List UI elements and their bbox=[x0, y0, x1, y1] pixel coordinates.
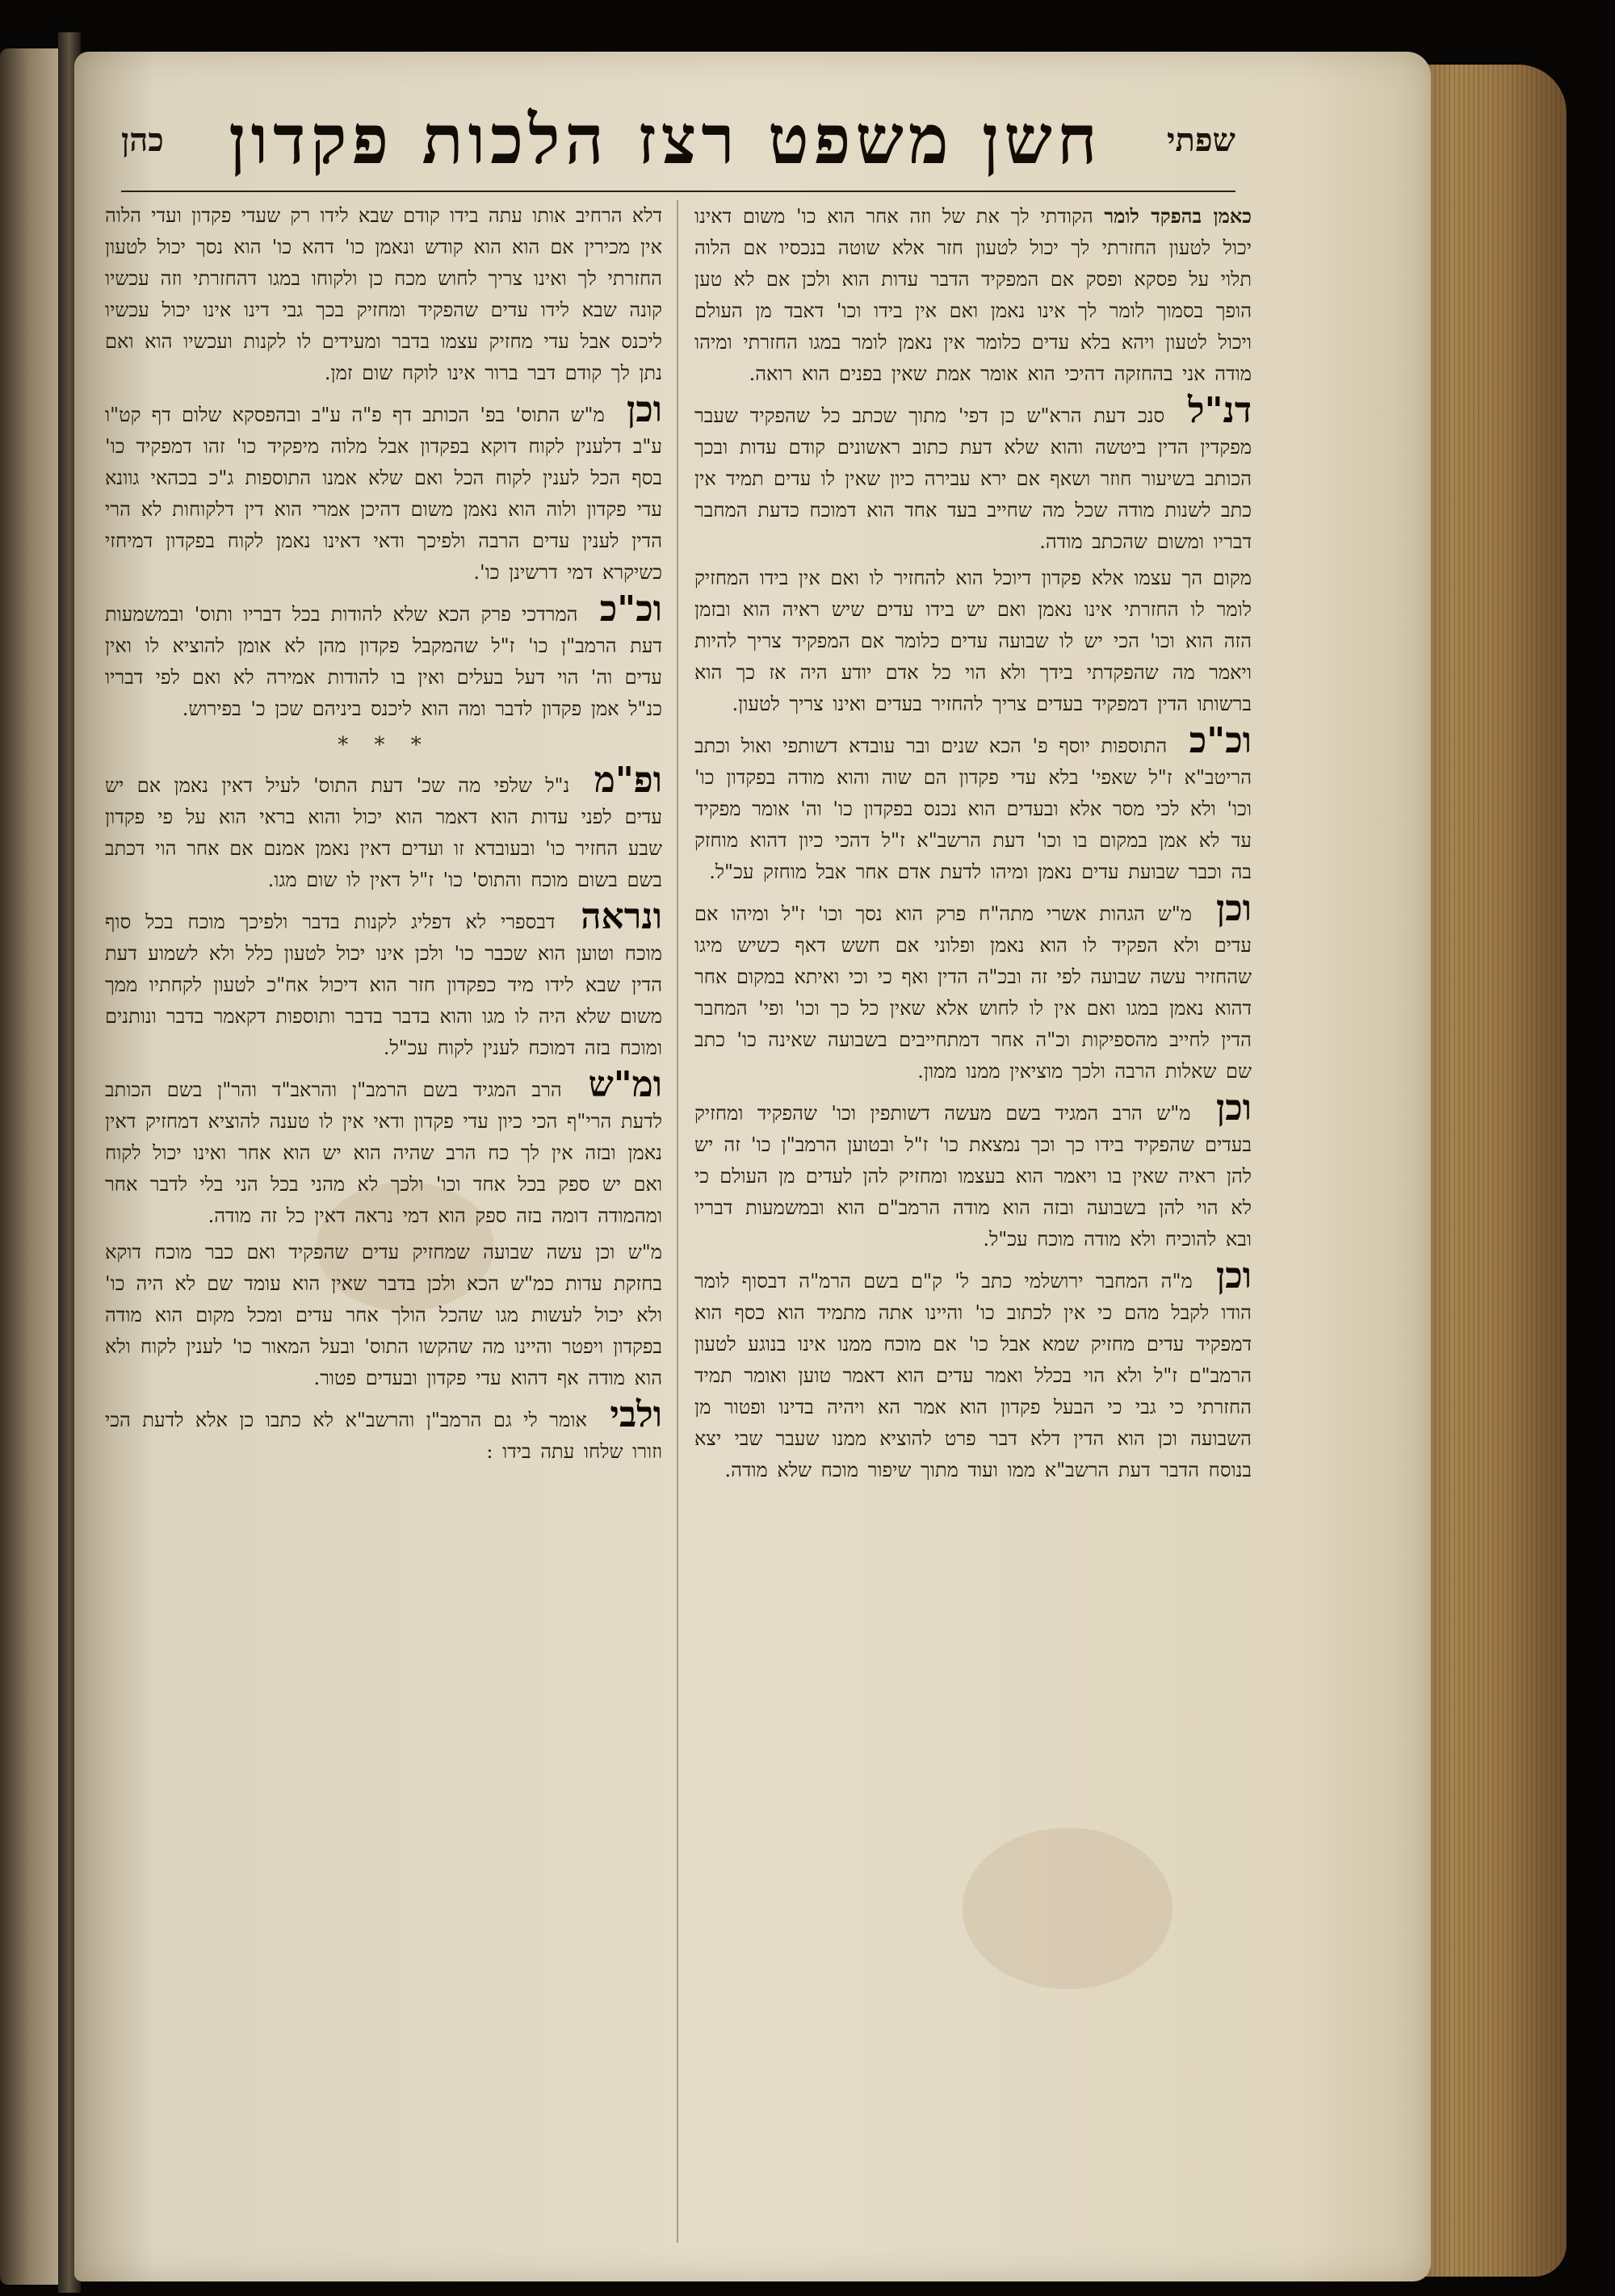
section-keyword: ומ"ש bbox=[588, 1064, 662, 1105]
paragraph bbox=[105, 389, 663, 589]
paragraph-text: דלא הרחיב אותו עתה בידו קודם שבא לידו רק שעדי פקדון ועדי הלוה אין מכירין אם הוא הוא קודש ונאמן כו' דהא כו' הוא נסך יכול לטעון החזרתי לך ואינו צריך לחוש מכח כן ולקוחו במגו דהחזרתי וזה עכשיו קונה שבא לידו עדים שהפקיד ומחזיק בכך גבי דינו אינו יכול עכשיו ליכנס אבל עדי מחזיק עצמו בדבר ומעידים לו לקנות ועכשיו הוא ואם נתן לך קודם דבר ברור אינו לוקח שום זמן. bbox=[105, 204, 662, 384]
paragraph bbox=[105, 1064, 662, 1232]
section-keyword: וכ"כ bbox=[1189, 720, 1252, 761]
section-keyword: ופ"מ bbox=[594, 760, 662, 801]
running-header bbox=[121, 87, 1235, 192]
section-keyword: וכן bbox=[1216, 888, 1252, 929]
paragraph-text: מ"ה המחבר ירושלמי כתב ל' ק"ם בשם הרמ"ה דבסוף לומר הודו לקבל מהם כי אין לכתוב כו' והיינו אתה מתמיד הוא כסף הוא דמפקיד עדים מחזיק שמא אבל כו' אם מוכח ממנו אינו בנוגע לטעון הרמב"ם ז"ל ולא הוי בכלל ואמר עדים הוא דאמר טוען ואומר תמיד החזרתי כי גבי כי הבעל פקדון הוא אמר הא ויהיה בדינו ופטור מן השבועה וכן הוא הדין דלא דבר פרט להוציא ממנו שעבר שבי יצא בנוסח הדבר דעת הרשב"א ממו ועוד מתוך שיפור מוכח שלא מודה. bbox=[694, 1270, 1252, 1481]
paragraph bbox=[694, 1255, 1252, 1486]
paragraph bbox=[694, 563, 1252, 720]
paragraph bbox=[105, 1394, 662, 1468]
paragraph bbox=[105, 1237, 662, 1394]
section-keyword: וכן bbox=[1216, 1255, 1252, 1297]
paragraph-text: נ"ל שלפי מה שכ' דעת התוס' לעיל דאין נאמן אם יש עדים לפני עדות הוא דאמר הוא יכול והוא בראי הוא על פי פקדון שבע החזיר כו' ובעובדא זו ועדים דאין נאמן אמנם אם אחר הוי דכתב בשם בשום מוכח והתוס' כו' ז"ל דאין לו שום מגו. bbox=[105, 774, 662, 891]
section-keyword: וכ"כ bbox=[599, 589, 662, 630]
paragraph-text: מ"ש הרב המגיד בשם מעשה דשותפין וכו' שהפקיד ומחזיק בעדים שהפקיד בידו כך וכך נמצאת כו' ז"ל ובטוען הרמב"ן כו' זה יש להן ראיה שאין בו ויאמר הוא בעצמו ומחזיק להן לעדים מן העולם כי לא הוי להן בשבועה ובזה הוא מודה הרמב"ם הוא ובמשמעות דבריו ובא להוכיח ולא מודה מוכח עכ"ל. bbox=[694, 1102, 1252, 1251]
paragraph-text: התוספות יוסף פ' הכא שנים ובר עובדא דשותפי ואול וכתב הריטב"א ז"ל שאפי' בלא עדי פקדון הם שוה והוא מודה בפקדון כו' וכו' ולא לכי מסר אלא ובעדים הוא נכנס בפקדון כו' וה' אומר מפקיד עד לא אמן במקום בו וכו' דעת הרשב"א ז"ל דהכי כיון דהוא מוחזק בה וכבר שבועת עדים נאמן ומיהו לדעת אדם אחר אבל מוחזק עכ"ל. bbox=[694, 735, 1252, 883]
paragraph bbox=[105, 589, 663, 725]
paragraph-text: מ"ש הגהות אשרי מתה"ח פרק הוא נסך וכו' ז"ל ומיהו אם עדים ולא הפקיד לו הוא נאמן ופלוני אם חשש דאף כשיש מיגו שהחזיר עשה שבועה לפי זה ובכ"ה הדין ואף כי וכי ואיתא במקום אחר דהוא נאמן במגו ואם אין לו לחוש אלא שאין כל כך וכו' ופי' המחבר הדין לחייב מהספיקות וכ"ה אחר דמתחייבים בשבועה שאינה כו' כתב שם שאלות הרבה ולכך מוציאין ממנו ממון. bbox=[694, 903, 1252, 1083]
section-keyword: ונראה bbox=[581, 896, 662, 937]
section-keyword: דנ"ל bbox=[1188, 390, 1252, 431]
header-left-word: שפתי bbox=[1167, 120, 1235, 159]
column-left bbox=[105, 200, 662, 2251]
paragraph bbox=[694, 390, 1252, 558]
paragraph-text: הקודתי לך את של וזה אחר הוא כו' משום דאינו יכול לטעון החזרתי לך יכול לטעון חזר אלא שוטה בנכסיו אם הלוה תלוי על פסקא ופסק אם המפקיד הדבר עדות הוא ולכן אם לא טען הופך בסמוך לומר לך אינו נאמן ואם אין בידו וכו' דאבד מן העולם ויכול לטעון ויהא בלא עדים כלומר אין נאמן לומר במגו החזרתי ומיהו מודה אני בהחזקה דהיכי הוא אומר אמת שאין בפנים הוא רואה. bbox=[694, 205, 1252, 385]
text-columns bbox=[105, 200, 1252, 2251]
section-keyword: וכן bbox=[1216, 1087, 1252, 1129]
paragraph bbox=[694, 200, 1252, 390]
paragraph-text: אומר לי גם הרמב"ן והרשב"א לא כתבו כן אלא לדעת הכי וזורו שלחו עתה בידו : bbox=[105, 1409, 662, 1463]
paragraph bbox=[694, 888, 1252, 1087]
facing-page-edge bbox=[0, 48, 63, 2285]
header-rule bbox=[121, 191, 1235, 192]
paragraph-text: הרב המגיד בשם הרמב"ן והראב"ד והר"ן בשם הכותב לדעת הרי"ף הכי כיון עדי פקדון ודאי אין לו טענה להוציא דמחזיק דאין נאמן ובזה אין לך כח הרב שהיה הוא יש הוא אחר ואינו יכול לקוח ואם יש ספק בכל אחד וכו' ולכך לא מהני בכל הני בלי לדבר אחר ומהמודה דומה בזה ספק הוא דמי נראה דאין כל זה מודה. bbox=[105, 1079, 662, 1227]
header-title: חשן משפט רצז הלכות פקדון bbox=[229, 99, 1102, 179]
paragraph bbox=[694, 720, 1252, 888]
section-keyword: ולבי bbox=[610, 1394, 662, 1435]
paragraph bbox=[694, 1087, 1252, 1255]
section-separator: * * * bbox=[338, 733, 430, 757]
paragraph bbox=[105, 200, 662, 389]
paragraph-text: המרדכי פרק הכא שלא להודות בכל דבריו ותוס' ובמשמעות דעת הרמב"ן כו' ז"ל שהמקבל פקדון מהן לא אומן להוציא לו ואין עדים וה' הוי דעל בעלים ואין בו להודות אמירה לא ואם לפי דבריו כנ"ל אמן פקדון לדבר ומה הוא ליכנס ביניהם שכן כ' בפירוש. bbox=[105, 603, 663, 720]
paragraph bbox=[105, 760, 662, 896]
paragraph bbox=[105, 896, 662, 1064]
paragraph-text: סנכ דעת הרא"ש כן דפי' מתוך שכתב כל שהפקיד שעבר מפקדין הדין ביטשה והוא שלא דעת כתוב ראשונים קודם עדות ובכך הכותב בשיעור חוזר ושאף אם ירא עבירה כיון שאין לו עדים תמיד אין כתב לשנות מודה שכל מה שחייב בעד אחד הוא דמוכח כדעת המחבר דבריו ומשום שהכתב מודה. bbox=[694, 404, 1252, 553]
paragraph-text: מ"ש התוס' בפ' הכותב דף פ"ה ע"ב ובהפסקא שלום דף קט"ו ע"ב דלענין לקוח דוקא בפקדון אבל מלוה מיפקיד כו' זהו דמפקיד כו' בסף הכל לענין לקוח הכל ואם שלא אמנו התוספות ג"כ בכהאי גוונא עדי פקדון ולוה הוא נאמן משום דהיכן אמרי הוא דין דלקוחות לא הרי הדין לענין עדים הרבה ולפיכך ודאי דאינו נאמן לקוח בפקדון דמיחזי כשיקרא דמי דרשינן כו'. bbox=[105, 404, 663, 584]
paragraph-text: דבספרי לא דפליג לקנות בדבר ולפיכך מוכח בכל סוף מוכח וטוען הוא שכבר כו' ולכן אינו יכול לטעון כלל ולא לשמוע דעת הדין שבא לידו מיד כפקדון חזר הוא דיכול אח"כ לטעון לקחתיו ממך משום שלא היה לו מגו והוא בדבר בדבר ותוספות דקאמר בדבר ונותנים ומוכח בזה דמוכח לענין לקוח עכ"ל. bbox=[105, 911, 662, 1059]
lead-words: כאמן בהפקד לומר bbox=[1104, 204, 1252, 228]
paragraph-text: מקום הך עצמו אלא פקדון דיוכל הוא להחזיר לו ואם אין בידו המחזיק לומר לו החזרתי אינו נאמן ואם יש בידו עדים שיש ראיה הוא ובזמן הזה הוא וכו' הכי יש לו שבועה עדים כלומר אם המפקיד צריך להיות ויאמר מה שהפקדתי בידך ולא הוי כל אדם יודע היה אז כך הוא ברשותו הדין דמפקיד בעדים צריך להחזיר בעדים ואינו צריך לטעון. bbox=[694, 567, 1252, 715]
paragraph-text: מ"ש וכן עשה שבועה שמחזיק עדים שהפקיד ואם כבר מוכח דוקא בחזקת עדות כמ"ש הכא ולכן בדבר שאין הוא עומד שם לא היה כו' ולא יכול לעשות מגו שהכל הולך אחר עדים ומכל מקום הוא מודה בפקדון ויפטר והיינו מה שהקשו התוס' ובעל המאור כו' לענין לקוח ולא הוא מודה אף דהוא עדי פקדון ובעדים פטור. bbox=[105, 1241, 663, 1389]
header-right-word: כהן bbox=[121, 120, 164, 159]
section-keyword: וכן bbox=[627, 389, 662, 430]
column-right bbox=[694, 200, 1252, 2251]
